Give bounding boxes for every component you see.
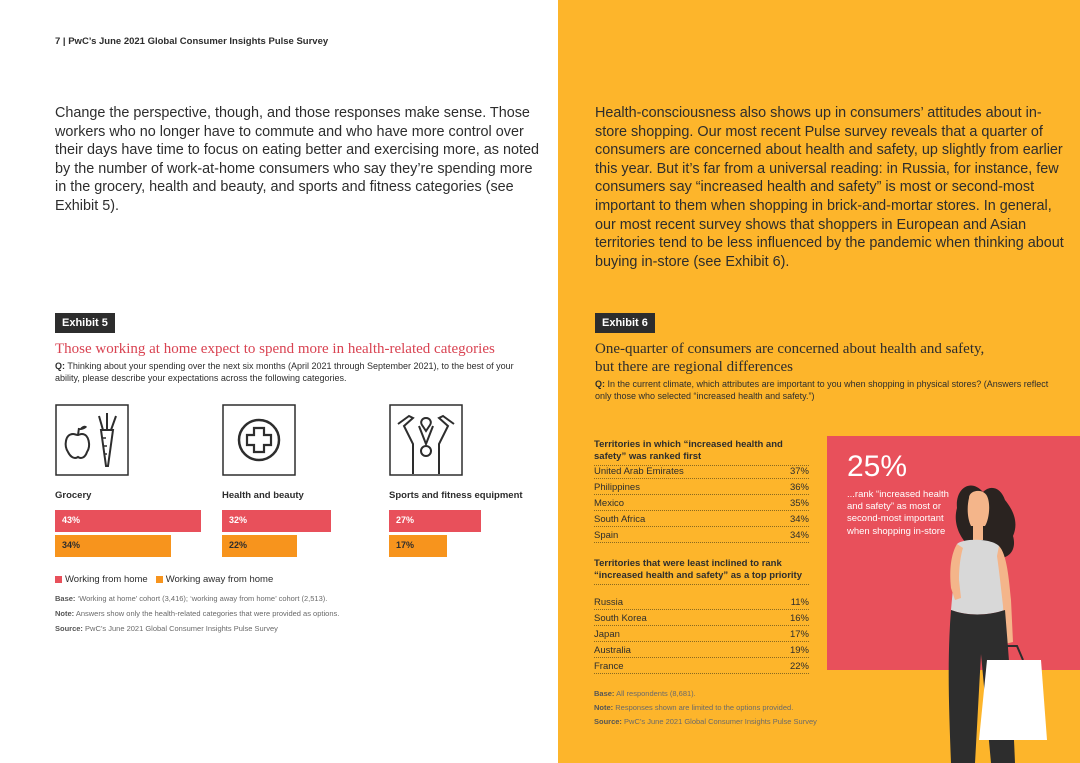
legend-item-home: Working from home	[55, 574, 148, 585]
exhibit-6-source: Source: PwC’s June 2021 Global Consumer Insights Pulse Survey	[594, 717, 817, 726]
apple-carrot-icon	[55, 404, 129, 476]
exhibit-6-base: Base: All respondents (8,681).	[594, 689, 696, 698]
shopper-illustration	[943, 470, 1080, 763]
table-row: Russia 11%	[594, 594, 809, 610]
table-row: United Arab Emirates 37%	[594, 463, 809, 479]
table-row: Philippines 36%	[594, 479, 809, 495]
left-body-paragraph: Change the perspective, though, and those responses make sense. Those workers who no longer have to commute and who have more control over their days have time to focus on eating better and exercising more, as noted by the number of work-at-home consumers who say they’re spending more in the grocery, health and beauty, and sports and fitness categories (see Exhibit 5).	[55, 105, 539, 214]
page-header: 7 | PwC’s June 2021 Global Consumer Insights Pulse Survey	[55, 36, 329, 47]
bar-grocery-away: 34%	[55, 535, 171, 557]
highlight-caption: ...rank “increased health and safety” as most or second-most important when shopping in-store	[847, 489, 949, 537]
bar-health-away: 22%	[222, 535, 297, 557]
exhibit-6-note: Note: Responses shown are limited to the options provided.	[594, 703, 794, 712]
legend-swatch-home	[55, 576, 62, 583]
bar-sports-away: 17%	[389, 535, 447, 557]
exhibit-5-notes	[55, 593, 545, 634]
table-row: Spain 34%	[594, 527, 809, 543]
table-row: Australia 19%	[594, 642, 809, 658]
category-label-sports-fitness: Sports and fitness equipment	[389, 490, 523, 501]
exhibit-5-question: Q: Thinking about your spending over the next six months (April 2021 through September 2021), to the best of your ability, please describe your expectations across the following categories.	[55, 361, 514, 383]
table-row: South Korea 16%	[594, 610, 809, 626]
exhibit-5-base: Base: ‘Working at home’ cohort (3,416); ‘working away from home’ cohort (2,513).	[55, 594, 328, 603]
top-territories-heading: Territories in which “increased health and safety” was ranked first	[594, 439, 809, 466]
least-territories-heading: Territories that were least inclined to rank “increased health and safety” as a top priority	[594, 558, 809, 585]
table-row: France 22%	[594, 658, 809, 674]
table-row: South Africa 34%	[594, 511, 809, 527]
exhibit-5-source: Source: PwC’s June 2021 Global Consumer Insights Pulse Survey	[55, 624, 278, 633]
category-label-grocery: Grocery	[55, 490, 92, 501]
exhibit-5-tag: Exhibit 5	[55, 313, 115, 333]
table-row: Japan 17%	[594, 626, 809, 642]
bar-health-home: 32%	[222, 510, 331, 532]
legend-swatch-away	[156, 576, 163, 583]
right-body-paragraph: Health-consciousness also shows up in consumers’ attitudes about in-store shopping. Our most recent Pulse survey reveals that a quarter of consumers are concerned about health and safety, up slightly from earlier this year. But it’s far from a universal reading: in Russia, for instance, few consumers say “increased health and safety” is most or second-most important to them when shopping in brick-and-mortar stores. In general, our most recent survey shows that shoppers in European and Asian territories tend to be less influenced by the pandemic when thinking about buying in-store (see Exhibit 6).	[595, 105, 1064, 270]
legend-item-away: Working away from home	[156, 574, 274, 585]
exhibit-6-question: Q: In the current climate, which attributes are important to you when shopping in physical stores? (Answers reflect only those who selected “increased health and safety.”)	[595, 379, 1049, 401]
right-page	[558, 0, 1080, 763]
category-label-health-beauty: Health and beauty	[222, 490, 304, 501]
exhibit-6-tag: Exhibit 6	[595, 313, 655, 333]
highlight-percentage: 25%	[847, 450, 908, 483]
table-row: Mexico 35%	[594, 495, 809, 511]
exhibit-5-title: Those working at home expect to spend more in health-related categories	[55, 341, 495, 357]
bar-sports-home: 27%	[389, 510, 481, 532]
bar-grocery-home: 43%	[55, 510, 201, 532]
exhibit-6-title: One-quarter of consumers are concerned about health and safety, but there are regional differences	[595, 341, 985, 375]
medical-cross-icon	[222, 404, 296, 476]
exhibit-5-note: Note: Answers show only the health-related categories that were provided as options.	[55, 609, 340, 618]
exhibit-6-notes	[594, 688, 894, 727]
fitness-icon	[389, 404, 463, 476]
chart-legend	[55, 574, 281, 585]
